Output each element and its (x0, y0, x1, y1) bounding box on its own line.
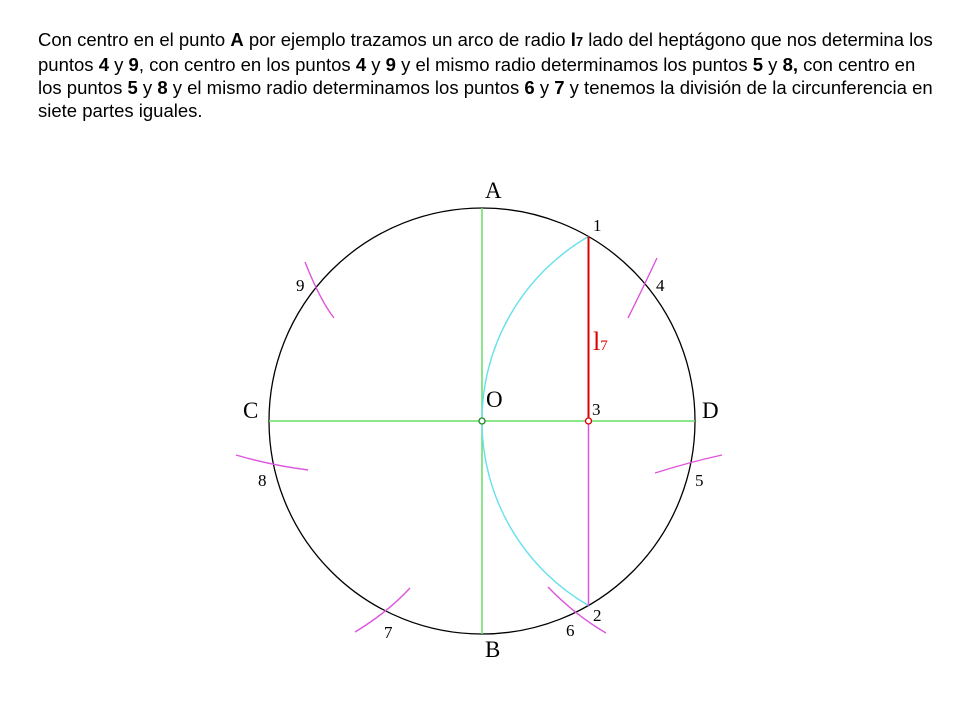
label-8: 8 (258, 471, 267, 490)
label-9: 9 (296, 276, 305, 295)
label-7: 7 (384, 623, 393, 642)
label-c: C (243, 398, 259, 423)
label-4: 4 (656, 276, 665, 295)
label-1: 1 (593, 216, 602, 235)
arc-mark-4 (628, 258, 657, 318)
label-2: 2 (593, 606, 602, 625)
label-l7: l7 (593, 327, 608, 356)
point-3-marker (586, 418, 592, 424)
label-a: A (485, 178, 502, 203)
arc-mark-9 (305, 262, 334, 318)
center-point-o (479, 418, 485, 424)
label-5: 5 (695, 471, 704, 490)
label-d: D (702, 398, 719, 423)
label-b: B (485, 637, 501, 662)
arc-mark-5 (655, 455, 722, 473)
description-text: Con centro en el punto A por ejemplo trazamos un arco de radio l7 lado del heptágono que nos determina los puntos 4 y 9, con centro en los puntos 4 y 9 y el mismo radio determinamos los puntos 5 y 8, con centro en los puntos 5 y 8 y el mismo radio determinamos los puntos 6 y 7 y tenemos la división de la circunferencia en siete partes iguales. (38, 29, 933, 121)
label-3: 3 (592, 400, 601, 419)
label-6: 6 (566, 621, 575, 640)
label-o: O (486, 387, 503, 412)
